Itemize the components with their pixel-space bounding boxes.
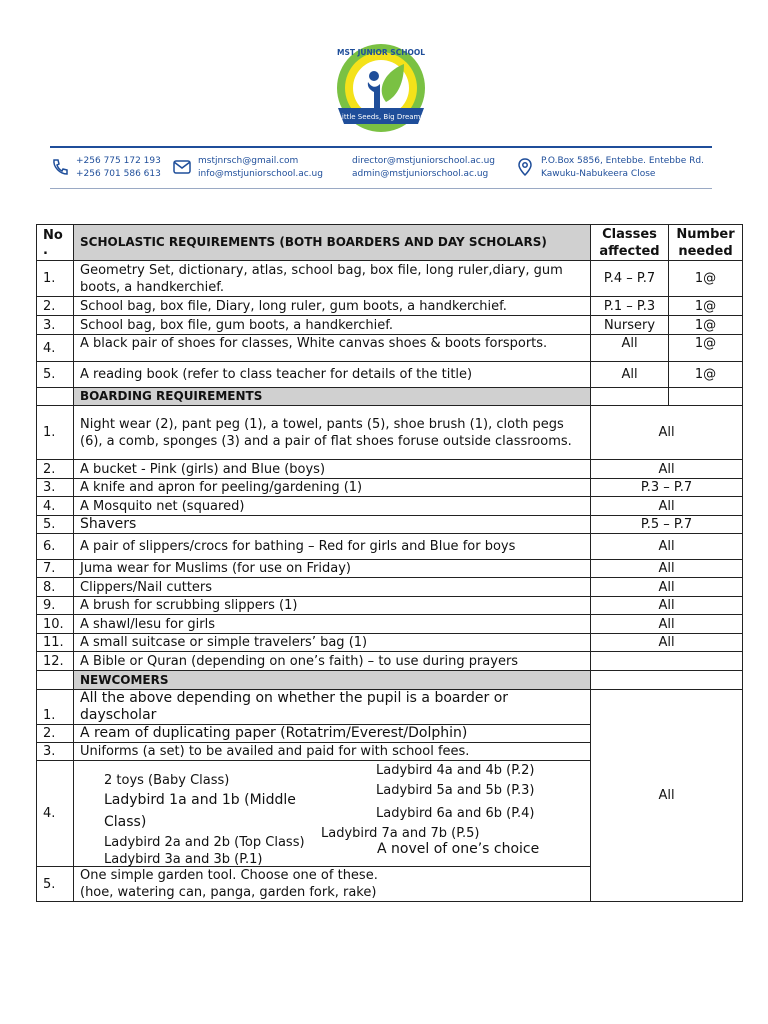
row-item: A pair of slippers/crocs for bathing – Red for girls and Blue for boys <box>74 534 591 560</box>
book-item: Ladybird 7a and 7b (P.5) <box>321 825 480 841</box>
contact-admin-emails <box>352 155 495 181</box>
book-item: Ladybird 6a and 6b (P.4) <box>376 805 535 821</box>
row-no: 5. <box>37 362 74 388</box>
book-item: Ladybird 3a and 3b (P.1) <box>104 851 263 867</box>
table-row <box>37 652 743 671</box>
row-classes: All <box>591 335 669 362</box>
address-line-2: Kawuku-Nabukeera Close <box>541 169 656 179</box>
row-item: Night wear (2), pant peg (1), a towel, pants (5), shoe brush (1), cloth pegs (6), a comb, sponges (3) and a pair of flat shoes foruse outside classrooms. <box>74 406 591 460</box>
row-item: A ream of duplicating paper (Rotatrim/Everest/Dolphin) <box>74 725 591 743</box>
table-row <box>37 578 743 597</box>
table-row <box>37 406 743 460</box>
row-classes: All <box>591 362 669 388</box>
motto-text: Little Seeds, Big Dreams <box>338 113 424 121</box>
phone-2: +256 701 586 613 <box>76 169 161 179</box>
row-item: Clippers/Nail cutters <box>74 578 591 597</box>
boarding-section-row <box>37 388 743 406</box>
newcomers-section-row <box>37 671 743 690</box>
row-classes: All <box>591 406 743 460</box>
row-number: 1@ <box>669 316 743 335</box>
row-no: 5. <box>37 867 74 902</box>
row-item: Geometry Set, dictionary, atlas, school bag, box file, long ruler,diary, gum boots, a handkerchief. <box>74 261 591 297</box>
row-no: 1. <box>37 406 74 460</box>
table-header-row <box>37 225 743 261</box>
row-classes: All <box>591 634 743 652</box>
row-no: 9. <box>37 597 74 615</box>
book-item: Class) <box>104 813 147 830</box>
mail-icon <box>172 157 192 177</box>
table-row <box>37 297 743 316</box>
row-item: A brush for scrubbing slippers (1) <box>74 597 591 615</box>
book-item: Ladybird 4a and 4b (P.2) <box>376 762 535 778</box>
row-no: 4. <box>37 335 74 362</box>
table-row <box>37 497 743 516</box>
row-item: A Mosquito net (squared) <box>74 497 591 516</box>
requirements-table <box>36 224 743 902</box>
table-row <box>37 597 743 615</box>
table-row <box>37 479 743 497</box>
email-2: info@mstjuniorschool.ac.ug <box>198 169 323 179</box>
email-3: director@mstjuniorschool.ac.ug <box>352 156 495 166</box>
row-no: 10. <box>37 615 74 634</box>
row-number: 1@ <box>669 335 743 362</box>
row-item: School bag, box file, Diary, long ruler, gum boots, a handkerchief. <box>74 297 591 316</box>
table-row <box>37 261 743 297</box>
row-item: A reading book (refer to class teacher for details of the title) <box>74 362 591 388</box>
row-item <box>74 867 591 902</box>
table-row <box>37 362 743 388</box>
row-classes: P.4 – P.7 <box>591 261 669 297</box>
header-classes: Classes affected <box>591 225 669 261</box>
row-no: 2. <box>37 297 74 316</box>
newcomers-classes: All <box>591 690 743 902</box>
phone-1: +256 775 172 193 <box>76 156 161 166</box>
row-no: 8. <box>37 578 74 597</box>
row-no: 7. <box>37 560 74 578</box>
row-item: A Bible or Quran (depending on one’s faith) – to use during prayers <box>74 652 591 671</box>
letterhead-rule-bottom <box>50 188 712 189</box>
letterhead-rule-top <box>50 146 712 148</box>
garden-tool-line-2: (hoe, watering can, panga, garden fork, rake) <box>80 885 377 900</box>
book-item: A novel of one’s choice <box>377 840 540 857</box>
row-classes: Nursery <box>591 316 669 335</box>
row-classes: P.1 – P.3 <box>591 297 669 316</box>
row-no: 4. <box>37 497 74 516</box>
row-item: Uniforms (a set) to be availed and paid for with school fees. <box>74 743 591 761</box>
row-item: A small suitcase or simple travelers’ bag (1) <box>74 634 591 652</box>
header-number: Number needed <box>669 225 743 261</box>
email-1: mstjnrsch@gmail.com <box>198 156 299 166</box>
row-item: A shawl/lesu for girls <box>74 615 591 634</box>
row-classes: All <box>591 460 743 479</box>
row-number: 1@ <box>669 261 743 297</box>
row-item: A bucket - Pink (girls) and Blue (boys) <box>74 460 591 479</box>
contact-emails <box>198 155 323 181</box>
row-no: 1. <box>37 690 74 725</box>
row-classes: All <box>591 560 743 578</box>
contact-address <box>541 155 704 181</box>
address-line-1: P.O.Box 5856, Entebbe. Entebbe Rd. <box>541 156 704 166</box>
books-cell <box>74 761 591 867</box>
row-item: Juma wear for Muslims (for use on Friday) <box>74 560 591 578</box>
phone-icon <box>50 157 70 177</box>
row-no: 3. <box>37 479 74 497</box>
row-number: 1@ <box>669 362 743 388</box>
location-pin-icon <box>515 157 535 177</box>
table-row <box>37 615 743 634</box>
row-no: 3. <box>37 316 74 335</box>
row-item: School bag, box file, gum boots, a handkerchief. <box>74 316 591 335</box>
row-classes: All <box>591 578 743 597</box>
newcomers-section-title: NEWCOMERS <box>74 671 591 690</box>
table-row <box>37 516 743 534</box>
boarding-section-title: BOARDING REQUIREMENTS <box>74 388 591 406</box>
table-row <box>37 560 743 578</box>
contact-phones <box>76 155 161 181</box>
row-number: 1@ <box>669 297 743 316</box>
school-logo <box>324 42 438 146</box>
table-row <box>37 634 743 652</box>
table-row <box>37 335 743 362</box>
book-item: Ladybird 5a and 5b (P.3) <box>376 782 535 798</box>
book-item: Ladybird 1a and 1b (Middle <box>104 791 296 808</box>
row-classes <box>591 652 743 671</box>
row-classes: P.3 – P.7 <box>591 479 743 497</box>
header-scholastic: SCHOLASTIC REQUIREMENTS (BOTH BOARDERS AND DAY SCHOLARS) <box>74 225 591 261</box>
garden-tool-line-1: One simple garden tool. Choose one of these. <box>80 868 378 883</box>
row-classes: P.5 – P.7 <box>591 516 743 534</box>
book-item: 2 toys (Baby Class) <box>104 772 230 788</box>
row-classes: All <box>591 597 743 615</box>
header-no: No . <box>37 225 74 261</box>
table-row <box>37 316 743 335</box>
row-item: Shavers <box>74 516 591 534</box>
email-4: admin@mstjuniorschool.ac.ug <box>352 169 489 179</box>
table-row <box>37 460 743 479</box>
row-item: A knife and apron for peeling/gardening (1) <box>74 479 591 497</box>
row-no: 3. <box>37 743 74 761</box>
row-no: 6. <box>37 534 74 560</box>
row-classes: All <box>591 534 743 560</box>
row-no: 12. <box>37 652 74 671</box>
table-row <box>37 690 743 725</box>
row-no: 4. <box>37 761 74 867</box>
row-item: All the above depending on whether the pupil is a boarder or dayscholar <box>74 690 591 725</box>
row-no: 11. <box>37 634 74 652</box>
row-item: A black pair of shoes for classes, White canvas shoes & boots forsports. <box>74 335 591 362</box>
row-classes: All <box>591 615 743 634</box>
row-no: 5. <box>37 516 74 534</box>
row-no: 2. <box>37 725 74 743</box>
row-no: 2. <box>37 460 74 479</box>
row-no: 1. <box>37 261 74 297</box>
school-name-text: MST JUNIOR SCHOOL <box>336 48 426 57</box>
book-item: Ladybird 2a and 2b (Top Class) <box>104 834 305 850</box>
row-classes: All <box>591 497 743 516</box>
table-row <box>37 534 743 560</box>
